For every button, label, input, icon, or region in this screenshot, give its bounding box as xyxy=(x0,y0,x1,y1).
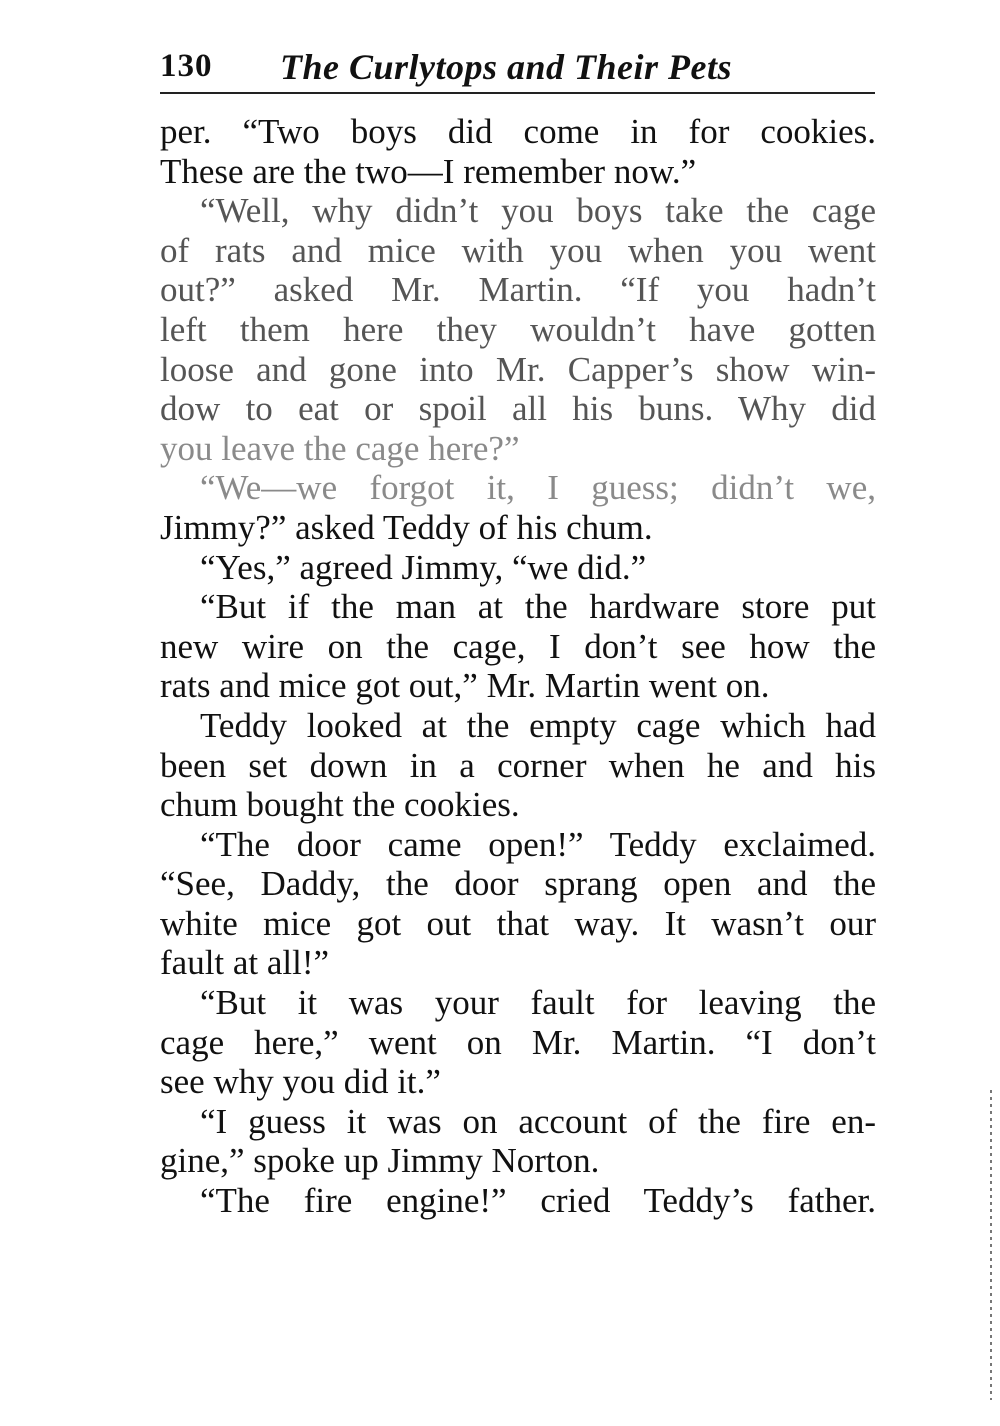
text-line: “We—we forgot it, I guess; didn’t we, xyxy=(200,468,876,508)
text-line: dow to eat or spoil all his buns. Why did xyxy=(160,389,876,429)
text-line: cage here,” went on Mr. Martin. “I don’t xyxy=(160,1022,876,1062)
text-line: Teddy looked at the empty cage which had xyxy=(200,705,876,745)
text-line: see why you did it.” xyxy=(160,1062,441,1102)
text-line: “But if the man at the hardware store put xyxy=(200,587,876,627)
page-edge-mark xyxy=(990,1090,992,1400)
text-line: gine,” spoke up Jimmy Norton. xyxy=(160,1141,600,1181)
text-line: white mice got out that way. It wasn’t our xyxy=(160,903,876,943)
text-line: “Well, why didn’t you boys take the cage xyxy=(200,191,876,231)
header-rule xyxy=(160,92,875,94)
text-line: out?” asked Mr. Martin. “If you hadn’t xyxy=(160,270,876,310)
text-line: “See, Daddy, the door sprang open and the xyxy=(160,864,876,904)
text-line: rats and mice got out,” Mr. Martin went on. xyxy=(160,666,770,706)
text-line: Jimmy?” asked Teddy of his chum. xyxy=(160,507,653,547)
text-line: of rats and mice with you when you went xyxy=(160,230,876,270)
text-line: been set down in a corner when he and his xyxy=(160,745,876,785)
text-line: “The fire engine!” cried Teddy’s father. xyxy=(200,1181,876,1221)
text-line: “But it was your fault for leaving the xyxy=(200,983,876,1023)
page-number: 130 xyxy=(160,48,213,84)
text-line: per. “Two boys did come in for cookies. xyxy=(160,112,876,151)
body-text xyxy=(160,112,876,1221)
text-line: loose and gone into Mr. Capper’s show win- xyxy=(160,349,876,389)
text-line: new wire on the cage, I don’t see how the xyxy=(160,626,876,666)
text-line: left them here they wouldn’t have gotten xyxy=(160,309,876,349)
text-line: These are the two—I remember now.” xyxy=(160,151,697,191)
text-line: chum bought the cookies. xyxy=(160,785,520,825)
text-line: you leave the cage here?” xyxy=(160,428,520,468)
running-head xyxy=(160,44,880,90)
text-line: “I guess it was on account of the fire en- xyxy=(200,1101,876,1141)
running-title: The Curlytops and Their Pets xyxy=(280,47,733,87)
text-line: fault at all!” xyxy=(160,943,330,983)
text-line: “Yes,” agreed Jimmy, “we did.” xyxy=(200,547,647,587)
text-line: “The door came open!” Teddy exclaimed. xyxy=(200,824,876,864)
